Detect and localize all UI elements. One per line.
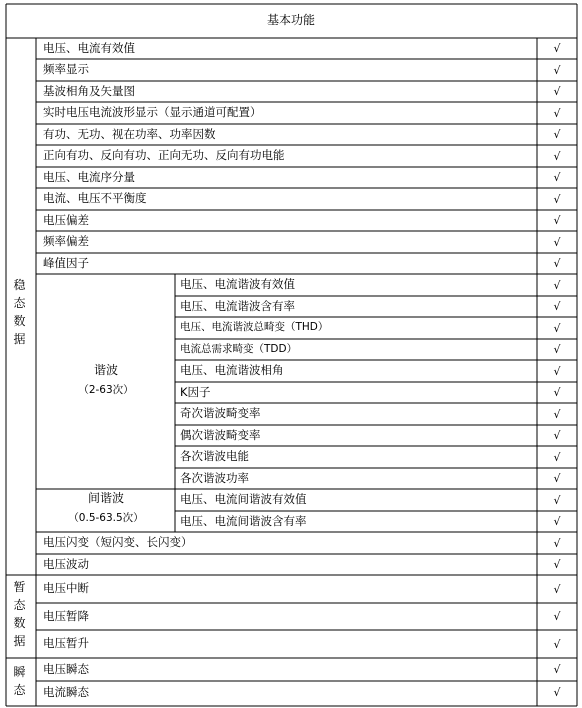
function-name: 电压、电流谐波总畸变（THD） [180,321,329,333]
check-mark: √ [553,494,561,507]
check-mark: √ [553,85,561,98]
function-name: 峰值因子 [43,256,89,270]
function-name: 基波相角及矢量图 [43,84,135,98]
function-name: 电流、电压不平衡度 [43,191,147,205]
check-mark: √ [553,386,561,399]
check-mark: √ [553,638,561,651]
function-name: 实时电压电流波形显示（显示通道可配置） [43,105,262,119]
function-name: 偶次谐波畸变率 [180,428,261,442]
check-mark: √ [553,257,561,270]
function-name: 各次谐波功率 [180,471,249,485]
function-name: 电压、电流谐波含有率 [180,299,295,313]
function-name: 电压、电流序分量 [43,170,135,184]
function-name: 正向有功、反向有功、正向无功、反向有功电能 [43,148,285,162]
check-mark: √ [553,408,561,421]
table-title: 基本功能 [266,13,315,27]
function-name: 电压闪变（短闪变、长闪变） [43,535,193,549]
function-name: 电流总需求畸变（TDD） [180,343,298,355]
check-mark: √ [553,537,561,550]
harmonic-group-label: 谐波 （2-63次） [78,363,134,396]
check-mark: √ [553,150,561,163]
check-mark: √ [553,322,561,335]
check-mark: √ [553,300,561,313]
check-mark: √ [553,558,561,571]
check-mark: √ [553,343,561,356]
check-mark: √ [553,236,561,249]
function-name: 电压中断 [43,581,89,595]
group-label-instant: 瞬 态 [13,665,26,697]
check-mark: √ [553,610,561,623]
function-name: 奇次谐波畸变率 [180,406,261,420]
check-mark: √ [553,64,561,77]
function-name: 电压波动 [43,557,89,571]
check-mark: √ [553,214,561,227]
check-mark: √ [553,515,561,528]
check-mark: √ [553,429,561,442]
function-name: 电压、电流间谐波有效值 [180,492,307,506]
check-mark: √ [553,42,561,55]
check-mark: √ [553,279,561,292]
group-label-transient: 暂 态 数 据 [13,580,26,648]
check-mark: √ [553,472,561,485]
check-mark: √ [553,128,561,141]
function-name: 频率显示 [43,62,89,76]
check-mark: √ [553,193,561,206]
function-name: 电压暂升 [43,636,89,650]
check-mark: √ [553,171,561,184]
function-name: 电压、电流间谐波含有率 [180,514,307,528]
function-name: 各次谐波电能 [180,449,249,463]
check-mark: √ [553,365,561,378]
function-name: 频率偏差 [43,234,89,248]
check-mark: √ [553,663,561,676]
check-mark: √ [553,686,561,699]
function-name: K因子 [180,385,211,399]
function-name: 电压、电流有效值 [43,41,135,55]
function-name: 电压偏差 [43,213,89,227]
function-name: 有功、无功、视在功率、功率因数 [43,127,216,141]
group-label-steady: 稳 态 数 据 [13,278,26,346]
check-mark: √ [553,451,561,464]
function-name: 电流瞬态 [43,685,89,699]
function-name: 电压暂降 [43,609,89,623]
function-name: 电压、电流谐波有效值 [180,277,295,291]
function-name: 电压瞬态 [43,662,89,676]
function-name: 电压、电流谐波相角 [180,363,284,377]
interharmonic-group-label: 间谐波 （0.5-63.5次） [68,491,144,524]
check-mark: √ [553,583,561,596]
check-mark: √ [553,107,561,120]
